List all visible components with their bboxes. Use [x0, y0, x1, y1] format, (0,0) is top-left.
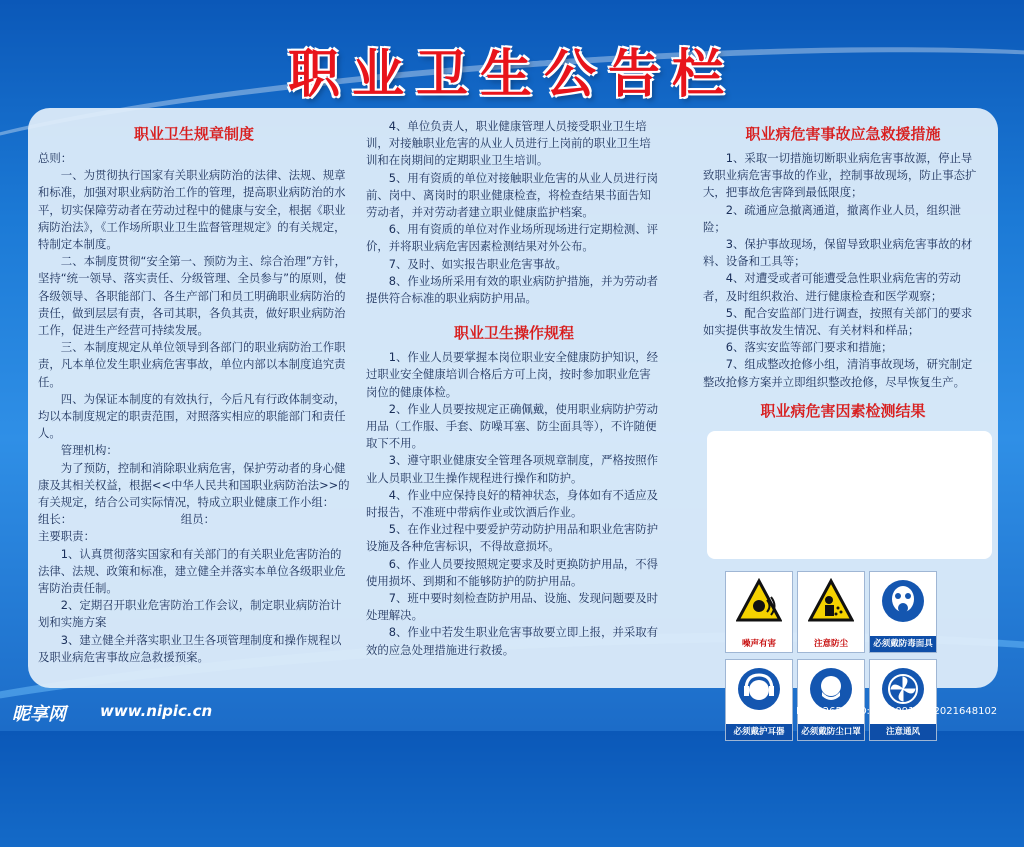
paragraph: 5、用有资质的单位对接触职业危害的从业人员进行岗前、岗中、离岗时的职业健康检查，将检查结果书面告知劳动者，并对劳动者建立职业健康监护档案。 [366, 170, 659, 220]
sign-dust-mask [797, 659, 865, 741]
paragraph: 3、保护事故现场，保留导致职业病危害事故的材料、设备和工具等； [703, 237, 973, 269]
paragraph: 4、作业中应保持良好的精神状态，身体如有不适应及时报告，不准班中带病作业或饮酒后作业。 [366, 487, 659, 520]
paragraph: 8、作业中若发生职业危害事故要立即上报，并采取有效的应急处理措施进行救援。 [366, 625, 659, 657]
paragraph: 7、班中要时刻检查防护用品、设施、发现问题要及时处理解决。 [366, 591, 659, 623]
paragraph: 主要职责： [38, 529, 95, 544]
test-results-box [707, 431, 992, 559]
watermark-url: www.nipic.cn [100, 702, 213, 720]
column-emergency [703, 120, 983, 741]
ear-protection-icon [736, 666, 782, 712]
noise-warning-icon [736, 578, 782, 624]
section-heading-emergency: 职业病危害事故应急救援措施 [745, 125, 941, 143]
sign-dust [797, 571, 865, 653]
paragraph: 二、本制度贯彻“安全第一、预防为主、综合治理”方针，坚持“统一领导、落实责任、分级管理、全员参与”的原则，使各级领导、各职能部门、各生产部门和员工明确职业病防治的责任，做到层层有责，各司其职，各负其责，做好职业病防治工作，促进生产经营可持续发展。 [38, 254, 346, 338]
dust-warning-icon [808, 578, 854, 624]
sign-label: 必须戴防毒面具 [870, 636, 936, 652]
paragraph: 6、落实安监等部门要求和措施； [725, 340, 893, 355]
paragraph: 3、遵守职业健康安全管理各项规章制度，严格按照作业人员职业卫生操作规程进行操作和防护。 [366, 453, 659, 485]
sign-label: 必须戴护耳器 [726, 724, 792, 740]
ventilation-icon [880, 666, 926, 712]
gas-mask-icon [880, 578, 926, 624]
section-heading-operating-rules: 职业卫生操作规程 [453, 324, 574, 343]
paragraph: 三、本制度规定从单位领导到各部门的职业病防治工作职责，凡本单位发生职业病危害事故，单位内部以本制度追究责任。 [38, 340, 346, 389]
sign-label: 注意通风 [870, 724, 936, 740]
paragraph: 2、疏通应急撤离通道，撤离作业人员，组织泄险； [703, 202, 961, 234]
paragraph: 2、作业人员要按规定正确佩戴，使用职业病防护劳动用品（工作服、手套、防噪耳塞、防尘面具等），不许随便取下不用。 [366, 401, 659, 451]
paragraph: 为了预防，控制和消除职业病危害，保护劳动者的身心健康及其相关权益，根据<<中华人民共和国职业病防治法>>的有关规定，结合公司实际情况，特成立职业健康工作小组： [38, 460, 350, 510]
column-regulations [38, 120, 350, 666]
paragraph: 7、组成整改抢修小组，清消事故现场，研究制定整改抢修方案并立即组织整改抢修，尽早恢复生产。 [703, 357, 973, 389]
sign-label: 必须戴防尘口罩 [798, 724, 864, 740]
paragraph: 总则： [38, 151, 73, 165]
sign-gas-mask [869, 571, 937, 653]
sign-ear-protection [725, 659, 793, 741]
section-heading-regulations: 职业卫生规章制度 [133, 125, 254, 143]
paragraph: 4、单位负责人，职业健康管理人员接受职业卫生培训，对接触职业危害的从业人员进行上岗前的职业卫生培训和在岗期间的定期职业卫生培训。 [366, 119, 651, 168]
paragraph: 6、用有资质的单位对作业场所现场进行定期检测、评价，并将职业病危害因素检测结果对外公布。 [366, 222, 659, 254]
column-operating-rules [366, 118, 662, 659]
paragraph: 1、作业人员要掌握本岗位职业安全健康防护知识，经过职业安全健康培训合格后方可上岗，按时参加职业危害岗位的健康体检。 [366, 350, 659, 399]
sign-noise [725, 571, 793, 653]
paragraph: 4、对遭受或者可能遭受急性职业病危害的劳动者，及时组织救治、进行健康检查和医学观察； [703, 271, 961, 303]
paragraph: 7、及时、如实报告职业危害事故。 [388, 256, 567, 271]
paragraph: 一、为贯彻执行国家有关职业病防治的法律、法规、规章和标准，加强对职业病防治工作的管理，提高职业病防治的水平，切实保障劳动者在劳动过程中的健康与安全，根据《职业病防治法》，《工作场所职业卫生监督管理规定》的有关规定，特制定本制度。 [38, 168, 346, 252]
sign-label: 注意防尘 [798, 636, 864, 652]
dust-mask-icon [808, 666, 854, 712]
paragraph: 3、建立健全并落实职业卫生各项管理制度和操作规程以及职业病危害事故应急救援预案。 [38, 632, 342, 664]
page-title: 职业卫生公告栏 [287, 45, 736, 105]
watermark-id: ID:212656 NO:20220912092021648102 [796, 706, 998, 717]
section-heading-test-results: 职业病危害因素检测结果 [760, 401, 926, 420]
paragraph: 管理机构： [60, 443, 118, 458]
paragraph: 5、在作业过程中要爱护劳动防护用品和职业危害防护设施及各种危害标识，不得故意损坏。 [366, 522, 659, 554]
paragraph: 1、认真贯彻落实国家和有关部门的有关职业危害防治的法律、法规、政策和标准，建立健全并落实本单位各级职业危害防治责任制。 [38, 546, 346, 596]
paragraph: 6、作业人员要按照规定要求及时更换防护用品，不得使用损坏、到期和不能够防护的防护用品。 [366, 556, 659, 588]
sign-label: 噪声有害 [726, 636, 792, 652]
paragraph: 四、为保证本制度的有效执行，今后凡有行政体制变动，均以本制度规定的职责范围，对照落实相应的职能部门和责任人。 [38, 391, 346, 441]
paragraph: 8、作业场所采用有效的职业病防护措施，并为劳动者提供符合标准的职业病防护用品。 [366, 273, 659, 306]
watermark-brand: 昵享网 [12, 704, 66, 725]
sign-ventilation [869, 659, 937, 741]
paragraph: 1、采取一切措施切断职业病危害事故源，停止导致职业病危害事故的作业，控制事故现场，防止事态扩大，把事故危害降到最低限度； [703, 151, 977, 200]
paragraph: 组长： 组员： [38, 512, 215, 527]
paragraph: 2、定期召开职业危害防治工作会议，制定职业病防治计划和实施方案 [38, 598, 342, 630]
paragraph: 5、配合安监部门进行调查，按照有关部门的要求如实提供事故发生情况、有关材料和样品； [703, 305, 973, 338]
